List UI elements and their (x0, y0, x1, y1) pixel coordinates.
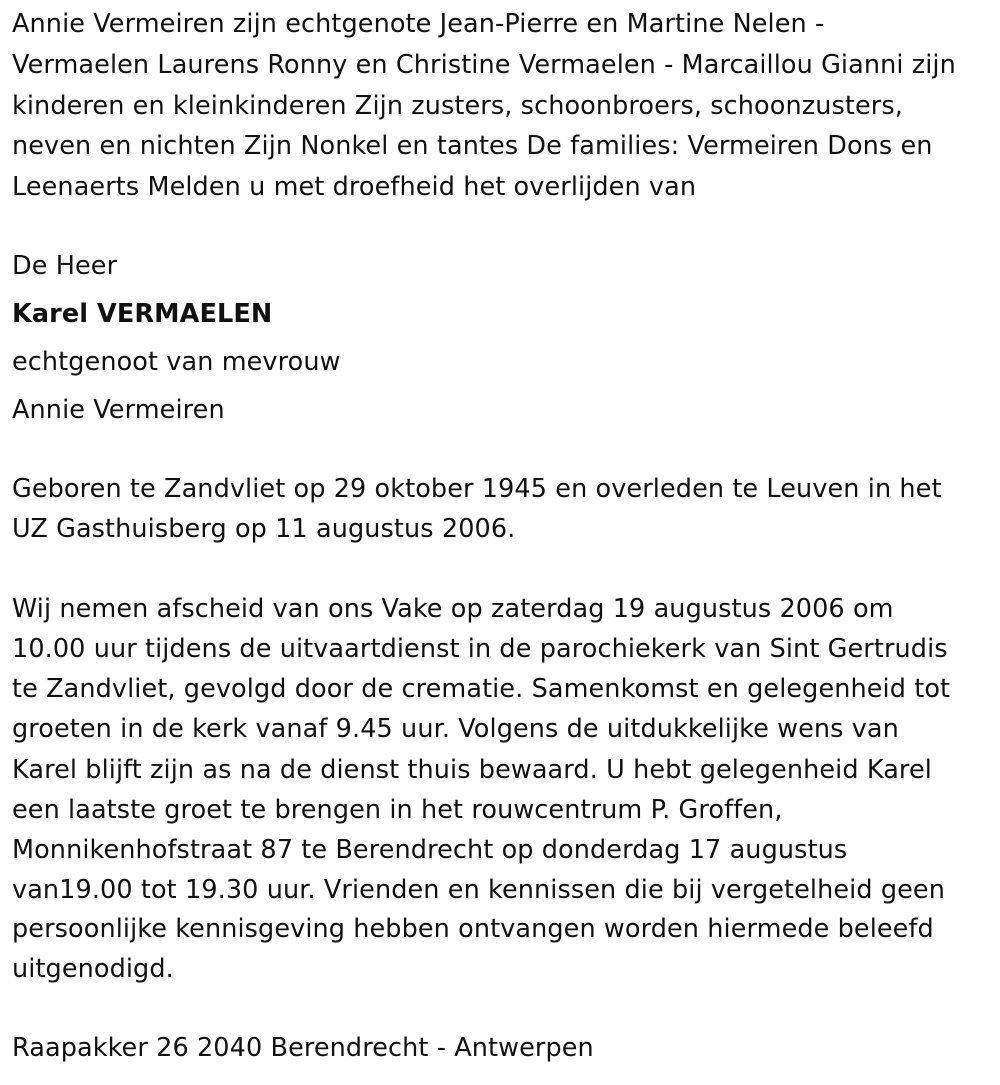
farewell-line-2: 10.00 uur tijdens de uitvaartdienst in de parochiekerk van Sint Gertrudis (12, 634, 948, 664)
intro-line-1: Annie Vermeiren zijn echtgenote Jean-Pierre en Martine Nelen - (12, 9, 825, 39)
farewell-line-7: Monnikenhofstraat 87 te Berendrecht op donderdag 17 augustus (12, 835, 848, 865)
farewell-line-6: een laatste groet te brengen in het rouwcentrum P. Groffen, (12, 795, 783, 825)
intro-line-2: Vermaelen Laurens Ronny en Christine Vermaelen - Marcaillou Gianni zijn (12, 50, 956, 80)
farewell-line-8: van19.00 tot 19.30 uur. Vrienden en kennissen die bij vergetelheid geen (12, 875, 945, 905)
honorific: De Heer (12, 251, 118, 281)
address: Raapakker 26 2040 Berendrecht - Antwerpen (12, 1033, 594, 1063)
intro-line-5: Leenaerts Melden u met droefheid het overlijden van (12, 172, 697, 202)
spouse-line-1: echtgenoot van mevrouw (12, 347, 341, 377)
farewell-line-4: groeten in de kerk vanaf 9.45 uur. Volgens de uitdukkelijke wens van (12, 714, 899, 744)
farewell-line-5: Karel blijft zijn as na de dienst thuis bewaard. U hebt gelegenheid Karel (12, 755, 932, 785)
birth-death-line-2: UZ Gasthuisberg op 11 augustus 2006. (12, 514, 516, 544)
farewell-line-9: persoonlijke kennisgeving hebben ontvangen worden hiermede beleefd (12, 914, 934, 944)
intro-line-4: neven en nichten Zijn Nonkel en tantes De families: Vermeiren Dons en (12, 131, 933, 161)
birth-death-line-1: Geboren te Zandvliet op 29 oktober 1945 en overleden te Leuven in het (12, 474, 942, 504)
deceased-name: Karel VERMAELEN (12, 299, 273, 329)
farewell-line-10: uitgenodigd. (12, 954, 174, 984)
farewell-line-1: Wij nemen afscheid van ons Vake op zaterdag 19 augustus 2006 om (12, 594, 894, 624)
spouse-line-2: Annie Vermeiren (12, 395, 225, 425)
farewell-line-3: te Zandvliet, gevolgd door de crematie. Samenkomst en gelegenheid tot (12, 674, 951, 704)
intro-line-3: kinderen en kleinkinderen Zijn zusters, schoonbroers, schoonzusters, (12, 91, 903, 121)
